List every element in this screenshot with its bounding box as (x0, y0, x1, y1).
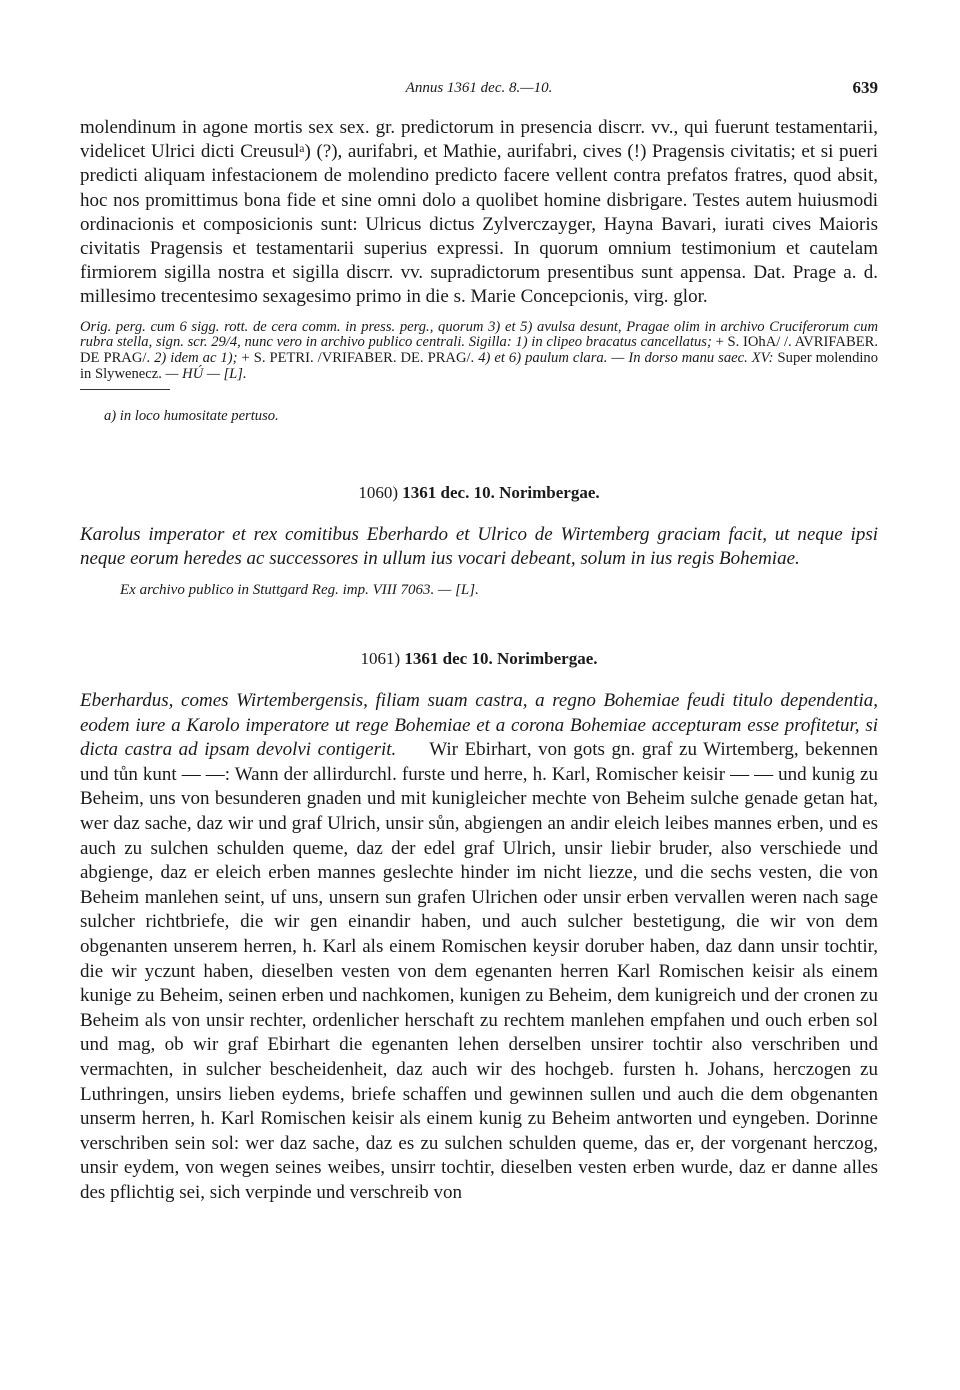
footnote-rule (80, 389, 170, 390)
doc-1061-body (80, 689, 878, 1205)
doc-1060-regest: Karolus imperator et rex comitibus Eberhardo et Ulrico de Wirtemberg graciam facit, ut neque ipsi neque eorum heredes ac successores in ullum ius vocari debeant, solum in ius regis Bohemiae. (80, 523, 878, 570)
doc-1061-date: 1361 dec 10. Norimbergae. (404, 649, 598, 668)
source-note-part3: 4) et 6) paulum clara. — In dorso manu saec. XV: (478, 350, 774, 367)
continuation-text: molendinum in agone mortis sex sex. gr. predictorum in presencia discrr. vv., qui fuerunt testamentarii, videlicet Ulrici dicti Creusulᵃ) (?), aurifabri, et Mathie, aurifabri, cives (!) Pragensis civitatis; et si pueri predicti aliquam infestacionem de molendino predicto facere vellent contra prefatos fratres, quod absit, hoc nos promittimus bona fide et sine omni dolo a quolibet homine disbrigare. Testes autem huiusmodi ordinacionis et composicionis sunt: Ulricus dictus Zylverczayger, Hayna Bavari, iurati cives Maioris civitatis Pragensis et testamentarii superius expressi. In quorum omnium testimonium et cautelam firmiorem sigilla nostra et sigilla discrr. vv. supradictorum presentibus sunt appensa. Dat. Prage a. d. millesimo trecentesimo sexagesimo primo in die s. Marie Concepcionis, virg. glor. (80, 117, 878, 308)
running-head (80, 76, 878, 106)
doc-1060-date: 1361 dec. 10. Norimbergae. (402, 482, 600, 502)
seal-legend-1: + S. IOhA/ /. AVRIFABER. DE PRAG/. (80, 334, 879, 367)
source-note (80, 320, 878, 383)
doc-1061-text: Wir Ebirhart, von gots gn. graf zu Wirtemberg, bekennen und tůn kunt — —: Wann der allirdurchl. furste und herre, h. Karl, Romischer keisir — — und kunig zu Beheim, uns von besunderen gnaden und mit kunigleicher mechte von Beheim sulche genade getan hat, wer daz sache, daz wir und graf Ulrich, unsir sůn, abgiengen an andir eleich leibes mannes erben, und es auch zu sulchen schulden queme, daz der edel graf Ulrich, unsir liebir bruder, also verschiede und abgienge, daz er eleich erben mannes geslechte hinder im nicht liezze, und die sechs vesten, die von Beheim manlehen seint, uf uns, unsern sun grafen Ulrichen oder unsir erben vervallen weren nach sage sulcher richtbriefe, die wir gen einandir haben, und auch sulcher bestetigung, die wir von dem obgenanten unserem herren, h. Karl als einem Romischen keysir doruber haben, daz dann unsir tochtir, die wir yczunt haben, dieselben vesten von dem egenanten herren Karl Romischen keisir als einem kunige zu Beheim, seinen erben und nachkomen, kunigen zu Beheim, dem kunigreich und der cronen zu Beheim als von unsir rechter, ordenlicher herschaft zu rechtem manlehen empfahen und ouch erben sol und mag, ob wir graf Ebirhart die egenanten lehen derselben unsirer tochtir also verschriben und vermachten, in sulcher bescheidenheit, daz auch wir des hochgeb. fursten h. Johans, herczogen zu Luthringen, unsirs lieben eydems, briefe schaffen und gewinnen sullen und auch die dem obgenanten unserm herren, h. Karl Romischen keisir als einem kunig zu Beheim antworten und eyngeben. Dorinne verschriben sein sol: wer daz sache, daz es zu sulchen schulden queme, das er, der vorgenant herczog, unsir eydem, von wegen seines weibes, unsirr tochtir, dieselben vesten erben wurde, daz er danne alles des pflichtig sei, sich verpinde und verschreib von (80, 739, 879, 1203)
source-note-part4: — HÚ — [L]. (165, 366, 247, 383)
page (80, 76, 878, 1205)
doc-1060-number: 1060) (358, 482, 399, 502)
source-note-part2: 2) idem ac 1); (154, 350, 238, 367)
doc-1061-number: 1061) (360, 649, 401, 668)
dorsal-note: Super molendino in Slywenecz. (80, 350, 879, 383)
running-title: Annus 1361 dec. 8.—10. (405, 80, 553, 96)
doc-1060-heading (80, 483, 878, 503)
doc-1061-regest: Eberhardus, comes Wirtembergensis, filiam suam castra, a regno Bohemiae feudi titulo dependentia, eodem iure a Karolo imperatore ut rege Bohemiae et a corona Bohemiae accepturam esse profitetur, si dicta castra ad ipsam devolvi contigerit. (80, 690, 878, 761)
seal-legend-2: + S. PETRI. /VRIFABER. DE. PRAG/. (241, 350, 475, 367)
footnote-a: a) in loco humositate pertuso. (104, 407, 279, 424)
page-number: 639 (852, 78, 878, 97)
doc-1061-heading (80, 649, 878, 669)
source-note-part1: Orig. perg. cum 6 sigg. rott. de cera comm. in press. perg., quorum 3) et 5) avulsa desunt, Pragae olim in archivo Cruciferorum cum rubra stella, sign. scr. 29/4, nunc vero in archivo publico centrali. Sigilla: 1) in clipeo bracatus cancellatus; (80, 318, 878, 351)
doc-1060-source: Ex archivo publico in Stuttgard Reg. imp. VIII 7063. — [L]. (120, 582, 479, 598)
